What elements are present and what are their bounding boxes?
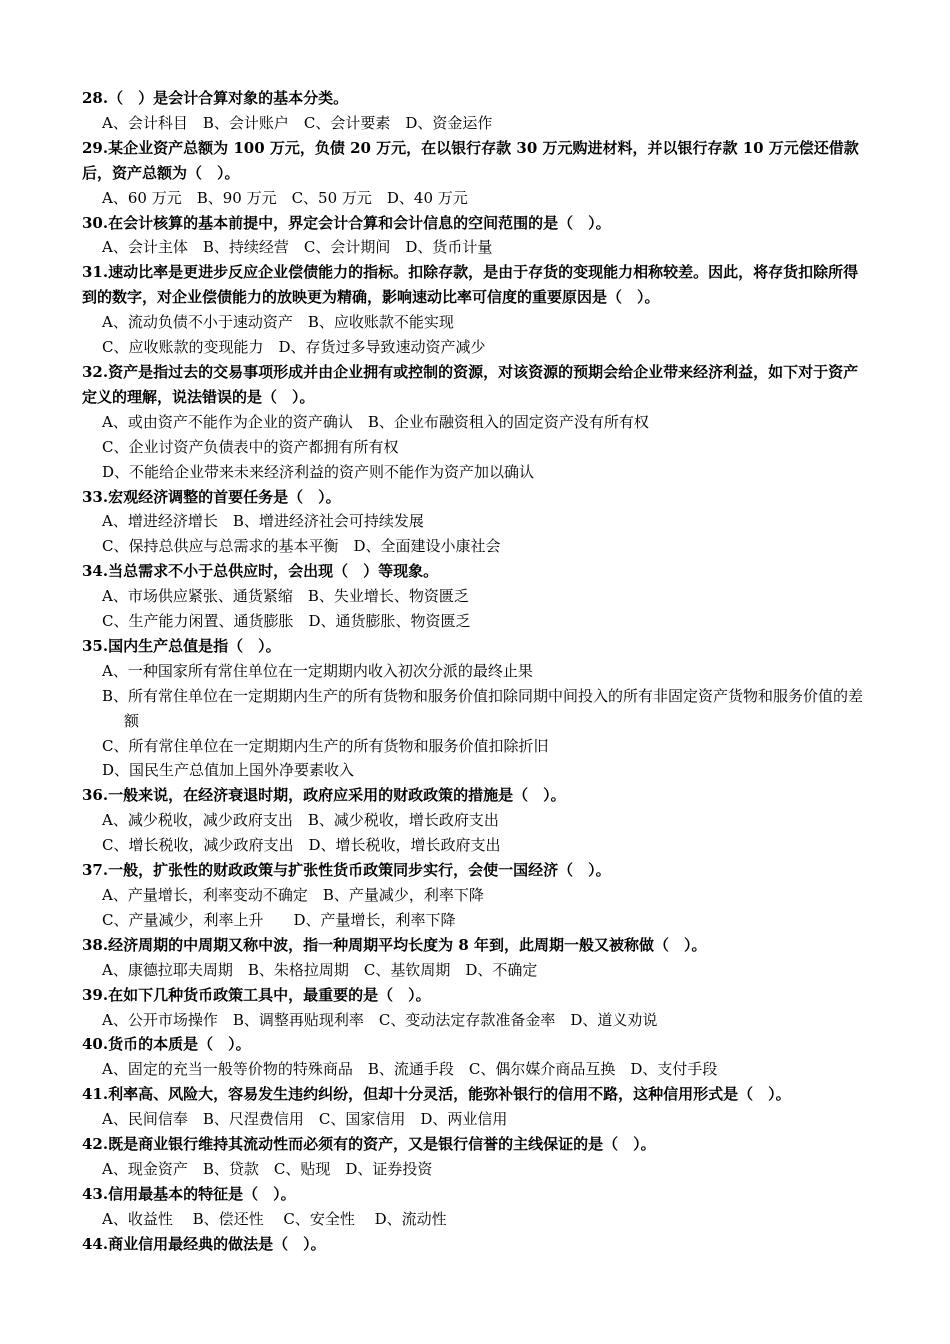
answer-options: C、保持总供应与总需求的基本平衡 D、全面建设小康社会 xyxy=(102,537,501,556)
question-block xyxy=(82,634,872,783)
answer-options: A、流动负债不小于速动资产 B、应收账款不能实现 xyxy=(102,313,454,332)
question-stem: 44.商业信用最经典的做法是（ ）。 xyxy=(82,1234,326,1253)
question-stem: 35.国内生产总值是指（ ）。 xyxy=(82,636,281,655)
question-stem: 38.经济周期的中周期又称中波，指一种周期平均长度为 8 年到，此周期一般又被称做（ ）。 xyxy=(82,935,707,954)
answer-options: A、现金资产 B、贷款 C、贴现 D、证券投资 xyxy=(102,1159,433,1178)
answer-options: A、60 万元 B、90 万元 C、50 万元 D、40 万元 xyxy=(102,188,468,207)
question-block xyxy=(82,983,872,1033)
answer-options: A、增进经济增长 B、增进经济社会可持续发展 xyxy=(102,512,424,531)
question-stem: 29.某企业资产总额为 100 万元，负债 20 万元，在以银行存款 30 万元购进材料，并以银行存款 10 万元偿还借款后，资产总额为（ ）。 xyxy=(82,138,859,182)
question-block xyxy=(82,1232,872,1257)
answer-options: A、会计科目 B、会计账户 C、会计要素 D、资金运作 xyxy=(102,113,493,132)
answer-options: C、应收账款的变现能力 D、存货过多导致速动资产减少 xyxy=(102,338,486,357)
question-block xyxy=(82,211,872,261)
question-stem: 37.一般，扩张性的财政政策与扩张性货币政策同步实行，会使一国经济（ ）。 xyxy=(82,861,611,880)
answer-options: B、所有常住单位在一定期期内生产的所有货物和服务价值扣除同期中间投入的所有非固定资产货物和服务价值的差额 xyxy=(102,686,864,730)
answer-options: C、产量减少，利率上升 D、产量增长，利率下降 xyxy=(102,910,456,929)
answer-options: C、所有常住单位在一定期期内生产的所有货物和服务价值扣除折旧 xyxy=(102,736,549,755)
answer-options: C、增长税收，减少政府支出 D、增长税收，增长政府支出 xyxy=(102,836,501,855)
answer-options: A、康德拉耶夫周期 B、朱格拉周期 C、基钦周期 D、不确定 xyxy=(102,960,538,979)
answer-options: A、收益性 B、偿还性 C、安全性 D、流动性 xyxy=(102,1209,447,1228)
question-stem: 43.信用最基本的特征是（ ）。 xyxy=(82,1184,296,1203)
question-block xyxy=(82,485,872,560)
question-stem: 39.在如下几种货币政策工具中，最重要的是（ ）。 xyxy=(82,985,431,1004)
question-block xyxy=(82,1082,872,1132)
answer-options: D、国民生产总值加上国外净要素收入 xyxy=(102,761,355,780)
question-stem: 30.在会计核算的基本前提中，界定会计合算和会计信息的空间范围的是（ ）。 xyxy=(82,213,611,232)
document-body xyxy=(82,86,872,1257)
question-stem: 31.速动比率是更进步反应企业偿债能力的指标。扣除存款，是由于存货的变现能力相称较差。因此，将存货扣除所得到的数字，对企业偿债能力的放映更为精确，影响速动比率可信度的重要原因是（ ）。 xyxy=(82,263,859,307)
question-block xyxy=(82,86,872,136)
question-block xyxy=(82,1132,872,1182)
question-block xyxy=(82,1182,872,1232)
question-block xyxy=(82,1032,872,1082)
answer-options: A、民间信奉 B、尺涅费信用 C、国家信用 D、两业信用 xyxy=(102,1110,508,1129)
question-stem: 28.（ ）是会计合算对象的基本分类。 xyxy=(82,89,349,107)
answer-options: A、市场供应紧张、通货紧缩 B、失业增长、物资匮乏 xyxy=(102,587,469,606)
question-block xyxy=(82,360,872,485)
answer-options: A、产量增长，利率变动不确定 B、产量减少，利率下降 xyxy=(102,886,484,904)
answer-options: A、减少税收，减少政府支出 B、减少税收，增长政府支出 xyxy=(102,811,499,830)
question-block xyxy=(82,136,872,211)
answer-options: A、或由资产不能作为企业的资产确认 B、企业布融资租入的固定资产没有所有权 xyxy=(102,412,649,431)
answer-options: A、会计主体 B、持续经营 C、会计期间 D、货币计量 xyxy=(102,238,493,257)
answer-options: A、公开市场操作 B、调整再贴现利率 C、变动法定存款准备金率 D、道义劝说 xyxy=(102,1010,658,1029)
question-stem: 40.货币的本质是（ ）。 xyxy=(82,1035,251,1054)
question-block xyxy=(82,858,872,933)
question-stem: 41.利率高、风险大，容易发生违约纠纷，但却十分灵活，能弥补银行的信用不路，这种信用形式是（ ）。 xyxy=(82,1085,791,1104)
answer-options: D、不能给企业带来未来经济利益的资产则不能作为资产加以确认 xyxy=(102,462,535,481)
answer-options: A、固定的充当一般等价物的特殊商品 B、流通手段 C、偶尔媒介商品互换 D、支付手段 xyxy=(102,1060,718,1079)
question-block xyxy=(82,783,872,858)
question-stem: 33.宏观经济调整的首要任务是（ ）。 xyxy=(82,487,341,506)
question-block xyxy=(82,559,872,634)
question-stem: 34.当总需求不小于总供应时，会出现（ ）等现象。 xyxy=(82,562,439,581)
answer-options: C、企业讨资产负债表中的资产都拥有所有权 xyxy=(102,437,399,456)
question-stem: 32.资产是指过去的交易事项形成并由企业拥有或控制的资源，对该资源的预期会给企业带来经济利益，如下对于资产定义的理解，说法错误的是（ ）。 xyxy=(82,362,859,406)
question-stem: 36.一般来说，在经济衰退时期，政府应采用的财政政策的措施是（ ）。 xyxy=(82,786,566,805)
answer-options: C、生产能力闲置、通货膨胀 D、通货膨胀、物资匮乏 xyxy=(102,612,471,631)
question-stem: 42.既是商业银行维持其流动性而必须有的资产，又是银行信誉的主线保证的是（ ）。 xyxy=(82,1135,656,1154)
answer-options: A、一种国家所有常住单位在一定期期内收入初次分派的最终止果 xyxy=(102,661,533,680)
question-block xyxy=(82,260,872,360)
question-block xyxy=(82,933,872,983)
